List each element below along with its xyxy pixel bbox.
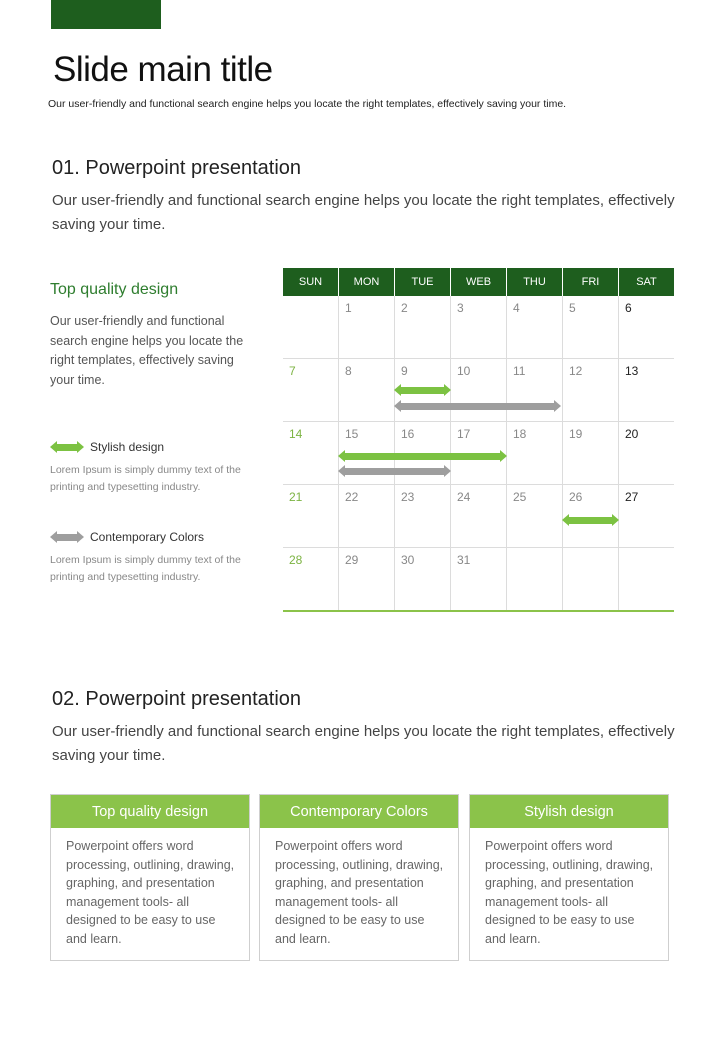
calendar-cell bbox=[619, 548, 674, 610]
calendar-cell: 27 bbox=[625, 490, 639, 504]
calendar-cell: 8 bbox=[339, 359, 395, 421]
calendar-cell: 17 bbox=[451, 422, 507, 484]
legend-colors-desc: Lorem Ipsum is simply dummy text of the printing and typesetting industry. bbox=[50, 554, 241, 583]
calendar-week bbox=[283, 359, 674, 422]
calendar-cell bbox=[507, 548, 563, 610]
legend-stylish-label: Stylish design bbox=[90, 440, 165, 454]
event-bar-gray bbox=[394, 403, 561, 410]
calendar-cell: 18 bbox=[507, 422, 563, 484]
calendar-cell: 3 bbox=[451, 296, 507, 358]
card-title: Top quality design bbox=[51, 795, 249, 828]
calendar-cell: 12 bbox=[563, 359, 619, 421]
day-wed: WEB bbox=[451, 268, 507, 296]
calendar-cell bbox=[283, 296, 339, 358]
calendar-cell: 4 bbox=[507, 296, 563, 358]
calendar-cell: 29 bbox=[339, 548, 395, 610]
calendar-cell: 22 bbox=[339, 485, 395, 547]
calendar bbox=[283, 268, 674, 612]
card-body: Powerpoint offers word processing, outlining, drawing, graphing, and presentation management tools- all designed to be easy to use and learn. bbox=[485, 839, 654, 946]
calendar-cell: 5 bbox=[563, 296, 619, 358]
green-arrow-icon bbox=[50, 444, 84, 451]
card-stylish bbox=[469, 794, 669, 961]
calendar-cell: 23 bbox=[395, 485, 451, 547]
calendar-cell: 26 bbox=[563, 485, 619, 547]
calendar-cell bbox=[563, 548, 619, 610]
slide-subtitle: Our user-friendly and functional search engine helps you locate the right templates, effectively saving your time. bbox=[48, 98, 567, 110]
gray-arrow-icon bbox=[50, 534, 84, 541]
day-sun: SUN bbox=[283, 268, 339, 296]
event-bar-gray bbox=[338, 468, 451, 475]
section1-heading: 01. Powerpoint presentation bbox=[52, 157, 302, 179]
calendar-cell: 1 bbox=[339, 296, 395, 358]
calendar-cell: 24 bbox=[451, 485, 507, 547]
day-thu: THU bbox=[507, 268, 563, 296]
calendar-cell: 7 bbox=[283, 359, 339, 421]
card-quality bbox=[50, 794, 250, 961]
card-colors bbox=[259, 794, 459, 961]
calendar-cell: 16 bbox=[395, 422, 451, 484]
legend-stylish bbox=[50, 437, 164, 457]
day-sat: SAT bbox=[636, 276, 657, 288]
calendar-cell: 19 bbox=[563, 422, 619, 484]
day-fri: FRI bbox=[563, 268, 619, 296]
sidebar-heading: Top quality design bbox=[50, 281, 179, 298]
sidebar-body: Our user-friendly and functional search engine helps you locate the right templates, effectively saving your time. bbox=[50, 314, 244, 387]
calendar-cell: 21 bbox=[283, 485, 339, 547]
slide-title: Slide main title bbox=[53, 50, 273, 89]
calendar-week bbox=[283, 548, 674, 612]
calendar-cell: 9 bbox=[395, 359, 451, 421]
calendar-cell: 13 bbox=[625, 364, 639, 378]
calendar-cell: 28 bbox=[283, 548, 339, 610]
card-title: Contemporary Colors bbox=[260, 795, 458, 828]
section2-heading: 02. Powerpoint presentation bbox=[52, 688, 302, 710]
legend-colors bbox=[50, 527, 204, 547]
legend-stylish-desc: Lorem Ipsum is simply dummy text of the printing and typesetting industry. bbox=[50, 464, 241, 493]
calendar-cell: 30 bbox=[395, 548, 451, 610]
card-title: Stylish design bbox=[470, 795, 668, 828]
calendar-week bbox=[283, 296, 674, 359]
day-mon: MON bbox=[339, 268, 395, 296]
calendar-cell: 6 bbox=[625, 301, 632, 315]
calendar-cell: 31 bbox=[451, 548, 507, 610]
calendar-header bbox=[283, 268, 674, 296]
section2-body: Our user-friendly and functional search engine helps you locate the right templates, effectively saving your time. bbox=[52, 723, 675, 764]
legend-colors-label: Contemporary Colors bbox=[90, 530, 205, 544]
event-bar-green bbox=[394, 387, 451, 394]
event-bar-green bbox=[338, 453, 507, 460]
calendar-cell: 25 bbox=[507, 485, 563, 547]
top-accent-bar bbox=[51, 0, 161, 29]
event-bar-green bbox=[562, 517, 619, 524]
calendar-cell: 11 bbox=[507, 359, 563, 421]
section1-body: Our user-friendly and functional search engine helps you locate the right templates, effectively saving your time. bbox=[52, 192, 675, 233]
day-tue: TUE bbox=[395, 268, 451, 296]
card-body: Powerpoint offers word processing, outlining, drawing, graphing, and presentation management tools- all designed to be easy to use and learn. bbox=[66, 839, 235, 946]
calendar-cell: 2 bbox=[395, 296, 451, 358]
card-body: Powerpoint offers word processing, outlining, drawing, graphing, and presentation management tools- all designed to be easy to use and learn. bbox=[275, 839, 444, 946]
calendar-cell: 15 bbox=[339, 422, 395, 484]
calendar-cell: 10 bbox=[451, 359, 507, 421]
calendar-cell: 14 bbox=[283, 422, 339, 484]
calendar-cell: 20 bbox=[625, 427, 639, 441]
